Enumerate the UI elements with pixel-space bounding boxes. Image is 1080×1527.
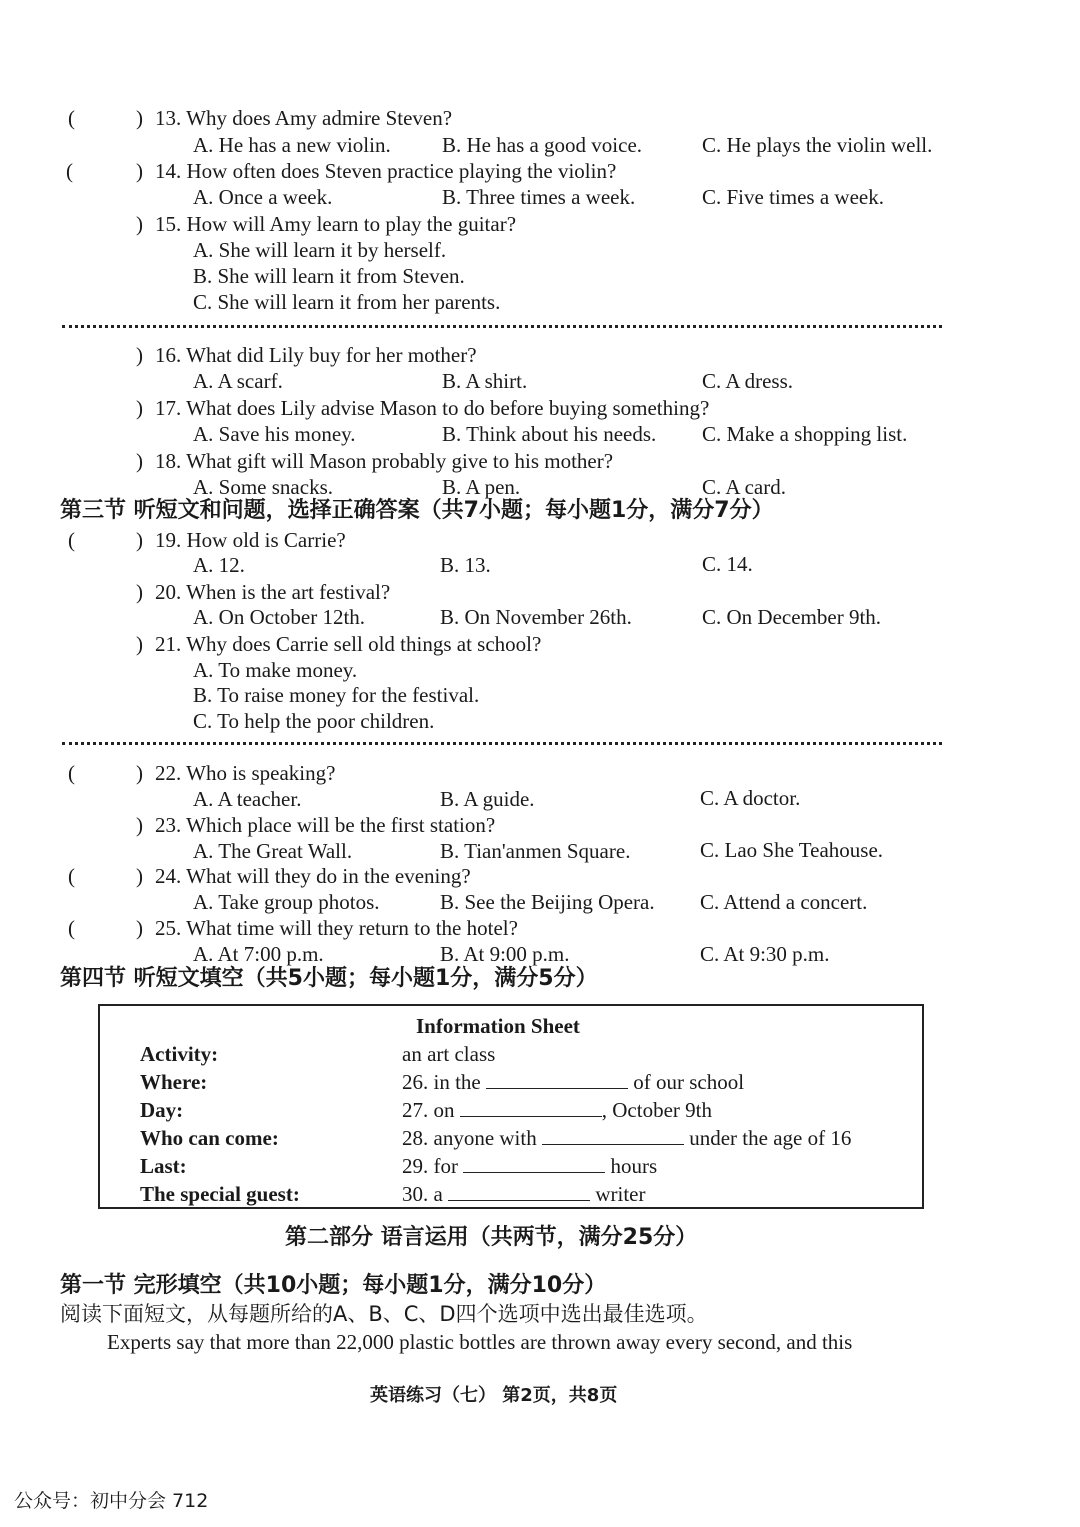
option-20a: A. On October 12th. <box>193 605 366 629</box>
answer-paren-close: ) <box>136 813 143 837</box>
answer-paren: ( <box>66 159 73 183</box>
option-24a: A. Take group photos. <box>193 890 380 914</box>
answer-paren-close: ) <box>136 106 143 130</box>
option-15c: C. She will learn it from her parents. <box>193 290 501 314</box>
info-prefix-28: 28. anyone with <box>402 1126 537 1150</box>
answer-paren: ( <box>68 106 75 130</box>
answer-paren-close: ) <box>136 449 143 473</box>
option-25c: C. At 9:30 p.m. <box>700 942 830 966</box>
info-row-26 <box>402 1070 744 1095</box>
option-22c: C. A doctor. <box>700 786 801 810</box>
question-23: 23. Which place will be the first station? <box>155 813 496 837</box>
info-suffix-30: writer <box>595 1182 646 1206</box>
answer-paren-close: ) <box>136 864 143 888</box>
option-18c: C. A card. <box>702 475 786 499</box>
info-label-guest: The special guest: <box>140 1182 300 1206</box>
option-25a: A. At 7:00 p.m. <box>193 942 324 966</box>
answer-paren-close: ) <box>136 528 143 552</box>
information-sheet <box>98 1004 924 1209</box>
dotted-divider <box>62 325 942 328</box>
option-17b: B. Think about his needs. <box>442 422 657 446</box>
info-row-29 <box>402 1154 657 1179</box>
info-sheet-title: Information Sheet <box>416 1014 580 1038</box>
option-25b: B. At 9:00 p.m. <box>440 942 570 966</box>
passage-text: Experts say that more than 22,000 plastic bottles are thrown away every second, and this <box>107 1330 853 1354</box>
option-15a: A. She will learn it by herself. <box>193 238 447 262</box>
info-row-27 <box>402 1098 712 1123</box>
option-24c: C. Attend a concert. <box>700 890 868 914</box>
answer-paren: ( <box>68 864 75 888</box>
option-23c: C. Lao She Teahouse. <box>700 838 884 862</box>
answer-paren-close: ) <box>136 212 143 236</box>
info-prefix-26: 26. in the <box>402 1070 481 1094</box>
blank-27[interactable] <box>460 1098 602 1117</box>
dotted-divider <box>62 742 942 745</box>
answer-paren: ( <box>68 916 75 940</box>
section-heading-3: 第三节 听短文和问题，选择正确答案（共7小题；每小题1分，满分7分） <box>60 498 774 523</box>
option-22a: A. A teacher. <box>193 787 302 811</box>
watermark: 公众号：初中分会 712 <box>14 1490 209 1512</box>
answer-paren-close: ) <box>136 159 143 183</box>
page-footer: 英语练习（七） 第2页，共8页 <box>370 1385 618 1406</box>
blank-29[interactable] <box>463 1154 605 1173</box>
info-prefix-29: 29. for <box>402 1154 458 1178</box>
option-21b: B. To raise money for the festival. <box>193 683 480 707</box>
question-18: 18. What gift will Mason probably give to his mother? <box>155 449 614 473</box>
question-17: 17. What does Lily advise Mason to do before buying something? <box>155 396 710 420</box>
info-prefix-30: 30. a <box>402 1182 443 1206</box>
blank-28[interactable] <box>542 1126 684 1145</box>
option-13c: C. He plays the violin well. <box>702 133 933 157</box>
answer-paren: ( <box>68 761 75 785</box>
answer-paren-close: ) <box>136 916 143 940</box>
answer-paren-close: ) <box>136 396 143 420</box>
question-16: 16. What did Lily buy for her mother? <box>155 343 477 367</box>
option-13a: A. He has a new violin. <box>193 133 391 157</box>
option-18b: B. A pen. <box>442 475 521 499</box>
option-18a: A. Some snacks. <box>193 475 333 499</box>
info-label-last: Last: <box>140 1154 187 1178</box>
info-suffix-29: hours <box>610 1154 658 1178</box>
answer-paren-close: ) <box>136 761 143 785</box>
section-heading-4: 第四节 听短文填空（共5小题；每小题1分，满分5分） <box>60 966 598 991</box>
option-20c: C. On December 9th. <box>702 605 882 629</box>
part2-heading: 第二部分 语言运用（共两节，满分25分） <box>285 1225 698 1250</box>
info-label-day: Day: <box>140 1098 184 1122</box>
info-label-activity: Activity: <box>140 1042 219 1066</box>
info-value-activity: an art class <box>402 1042 496 1066</box>
question-19: 19. How old is Carrie? <box>155 528 346 552</box>
info-row-28 <box>402 1126 851 1151</box>
question-22: 22. Who is speaking? <box>155 761 336 785</box>
answer-paren: ( <box>68 528 75 552</box>
question-15: 15. How will Amy learn to play the guitar? <box>155 212 517 236</box>
info-label-who: Who can come: <box>140 1126 279 1150</box>
option-19c: C. 14. <box>702 552 753 576</box>
option-17a: A. Save his money. <box>193 422 356 446</box>
option-13b: B. He has a good voice. <box>442 133 643 157</box>
option-14c: C. Five times a week. <box>702 185 884 209</box>
answer-paren-close: ) <box>136 343 143 367</box>
blank-30[interactable] <box>448 1182 590 1201</box>
option-20b: B. On November 26th. <box>440 605 632 629</box>
question-24: 24. What will they do in the evening? <box>155 864 471 888</box>
part2-section1-heading: 第一节 完形填空（共10小题；每小题1分，满分10分） <box>60 1273 607 1298</box>
option-23b: B. Tian'anmen Square. <box>440 839 631 863</box>
question-14: 14. How often does Steven practice playing the violin? <box>155 159 617 183</box>
info-suffix-26: of our school <box>633 1070 745 1094</box>
question-13: 13. Why does Amy admire Steven? <box>155 106 453 130</box>
answer-paren-close: ) <box>136 580 143 604</box>
option-24b: B. See the Beijing Opera. <box>440 890 655 914</box>
question-21: 21. Why does Carrie sell old things at school? <box>155 632 542 656</box>
info-prefix-27: 27. on <box>402 1098 455 1122</box>
info-suffix-27: , October 9th <box>601 1098 712 1122</box>
option-14a: A. Once a week. <box>193 185 333 209</box>
option-22b: B. A guide. <box>440 787 535 811</box>
option-16c: C. A dress. <box>702 369 794 393</box>
blank-26[interactable] <box>486 1070 628 1089</box>
question-25: 25. What time will they return to the hotel? <box>155 916 518 940</box>
info-label-where: Where: <box>140 1070 208 1094</box>
option-19a: A. 12. <box>193 553 245 577</box>
option-16a: A. A scarf. <box>193 369 283 393</box>
option-15b: B. She will learn it from Steven. <box>193 264 465 288</box>
option-17c: C. Make a shopping list. <box>702 422 908 446</box>
option-21a: A. To make money. <box>193 658 358 682</box>
option-16b: B. A shirt. <box>442 369 528 393</box>
option-21c: C. To help the poor children. <box>193 709 435 733</box>
option-14b: B. Three times a week. <box>442 185 636 209</box>
part2-instruction: 阅读下面短文，从每题所给的A、B、C、D四个选项中选出最佳选项。 <box>60 1302 708 1326</box>
option-19b: B. 13. <box>440 553 491 577</box>
info-suffix-28: under the age of 16 <box>689 1126 852 1150</box>
option-23a: A. The Great Wall. <box>193 839 353 863</box>
answer-paren-close: ) <box>136 632 143 656</box>
info-row-30 <box>402 1182 645 1207</box>
question-20: 20. When is the art festival? <box>155 580 391 604</box>
